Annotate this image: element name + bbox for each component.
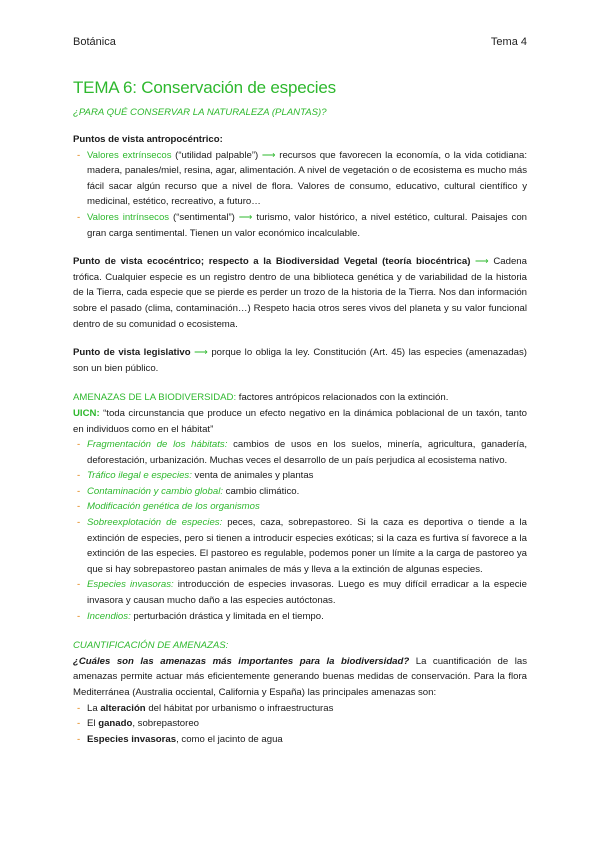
uicn-definition — [73, 406, 527, 437]
item-term: alteración — [100, 702, 146, 714]
item-term: Tráfico ilegal e especies: — [87, 470, 192, 482]
item-text: perturbación drástica y limitada en el tiempo. — [130, 610, 324, 622]
quantification-paragraph — [73, 654, 527, 701]
item-text: recursos que favorecen la economía, o la vida cotidiana: madera, panales/miel, resina, agar, alimentación. A nivel de vegetación o de ecosistema es mucho más fácil sacar algún recurso que a nivel de flora. Valores de consumo, educativo, cultural científico y medicinal, estético, recreativo, a futuro… — [87, 149, 527, 208]
threats-heading-line — [73, 390, 527, 406]
document-title: TEMA 6: Conservación de especies — [73, 78, 336, 97]
main-threats-list — [73, 701, 527, 748]
list-item — [87, 701, 527, 717]
list-item — [87, 716, 527, 732]
quantification-heading: CUANTIFICACIÓN DE AMENAZAS: — [73, 640, 229, 652]
item-text: , sobrepastoreo — [132, 718, 199, 730]
item-term: Sobreexplotación de especies: — [87, 517, 223, 529]
item-text: del hábitat por urbanismo o infraestructuras — [145, 702, 334, 714]
item-text: turismo, valor histórico, a nivel estético, cultural. Paisajes con gran carga sentimental. Tienen un valor económico incalculable. — [87, 211, 527, 239]
item-term: Modificación genética de los organismos — [87, 501, 260, 513]
uicn-label: UICN: — [73, 407, 100, 419]
quantification-question: ¿Cuáles son las amenazas más importantes para la biodiversidad? — [73, 655, 410, 667]
threats-list — [73, 437, 527, 624]
item-text: venta de animales y plantas — [191, 470, 314, 482]
legislative-heading: Punto de vista legislativo — [73, 347, 191, 359]
list-item — [87, 515, 527, 577]
item-text: cambios de usos en los suelos, minería, agricultura, ganadería, deforestación, urbanización. Muchas veces el desarrollo de un país perjudica al ecosistema nativo. — [87, 439, 527, 466]
item-term: Especies invasoras — [87, 733, 177, 745]
list-item — [87, 148, 527, 210]
list-item — [87, 437, 527, 468]
header-subject: Botánica — [73, 36, 116, 48]
ecocentric-heading: Punto de vista ecocéntrico; respecto a la Biodiversidad Vegetal (teoría biocéntrica) — [73, 256, 471, 268]
threats-section — [73, 390, 527, 624]
item-text: , como el jacinto de agua — [176, 733, 283, 745]
quantification-section — [73, 638, 527, 747]
list-item — [87, 732, 527, 748]
item-pre: El — [87, 718, 99, 730]
item-pre: La — [87, 702, 101, 714]
question-heading: ¿PARA QUÉ CONSERVAR LA NATURALEZA (PLANTAS)? — [73, 107, 327, 118]
legislative-text: porque lo obliga la ley. Constitución (Art. 45) las especies (amenazadas) son un bien público. — [73, 347, 527, 374]
antropocentric-heading: Puntos de vista antropocéntrico: — [73, 134, 223, 145]
arrow-icon: ⟶ — [261, 149, 276, 161]
arrow-icon: ⟶ — [190, 347, 212, 359]
item-text: cambio climático. — [223, 485, 300, 497]
threats-heading: AMENAZAS DE LA BIODIVERSIDAD: — [73, 392, 237, 404]
item-term: Valores intrínsecos — [87, 211, 170, 223]
antropocentric-section — [73, 132, 527, 241]
antropocentric-list — [73, 148, 527, 242]
ecocentric-text: Cadena trófica. Cualquier especie es un registro dentro de una biblioteca genética y de variabilidad de la historia de la Tierra, cada especie que se pierde es perder un trozo de la historia de la Tierra. Nos dan información sobre el pasado (clima, contaminación…) Respeto hacia otros seres vivos del planeta y su valor funcional dentro de su comunidad o ecosistema. — [73, 256, 527, 330]
legislative-paragraph — [73, 345, 527, 376]
list-item — [87, 577, 527, 608]
item-term: Contaminación y cambio global: — [87, 485, 223, 497]
item-qualifier: (“utilidad palpable”) — [171, 149, 262, 161]
arrow-icon: ⟶ — [238, 211, 253, 223]
quantification-text: La cuantificación de las amenazas permite actuar más eficientemente generando buenas medidas de conservación. Para la flora Mediterránea (Australia occiental, California y España) las principales amenazas son: — [73, 655, 527, 698]
list-item — [87, 499, 527, 515]
item-term: ganado — [98, 718, 133, 730]
header-topic: Tema 4 — [490, 36, 527, 48]
list-item — [87, 609, 527, 625]
item-term: Incendios: — [87, 610, 131, 622]
list-item — [87, 468, 527, 484]
item-text: introducción de especies invasoras. Luego es muy difícil erradicar a la especie invasora y causan mucho daño a las especies autóctonas. — [87, 579, 527, 607]
threats-subtitle: factores antrópicos relacionados con la extinción. — [236, 392, 449, 404]
list-item — [87, 210, 527, 241]
item-term: Especies invasoras: — [87, 579, 174, 591]
page-header — [73, 36, 527, 48]
item-text: peces, caza, sobrepastoreo. Si la caza es deportiva o tiende a la extinción de especies, pero si tienen a introducir especies exóticas; si la caza es furtiva sí favorece a la extinción de las especies. El pastoreo es regulable, podemos poner un límite a la carga de pastoreo ya que si hay sobrepastoreo pastan animales de más y lleva a la extinción de algunas especies. — [87, 517, 527, 575]
list-item — [87, 484, 527, 500]
item-term: Fragmentación de los hábitats: — [87, 439, 228, 451]
item-term: Valores extrínsecos — [87, 149, 172, 161]
ecocentric-paragraph — [73, 254, 527, 332]
uicn-text: “toda circunstancia que produce un efecto negativo en la dinámica poblacional de un taxón, tanto en individuos como en el hábitat” — [73, 407, 527, 435]
item-qualifier: (“sentimental”) — [169, 211, 239, 223]
arrow-icon: ⟶ — [470, 256, 494, 268]
